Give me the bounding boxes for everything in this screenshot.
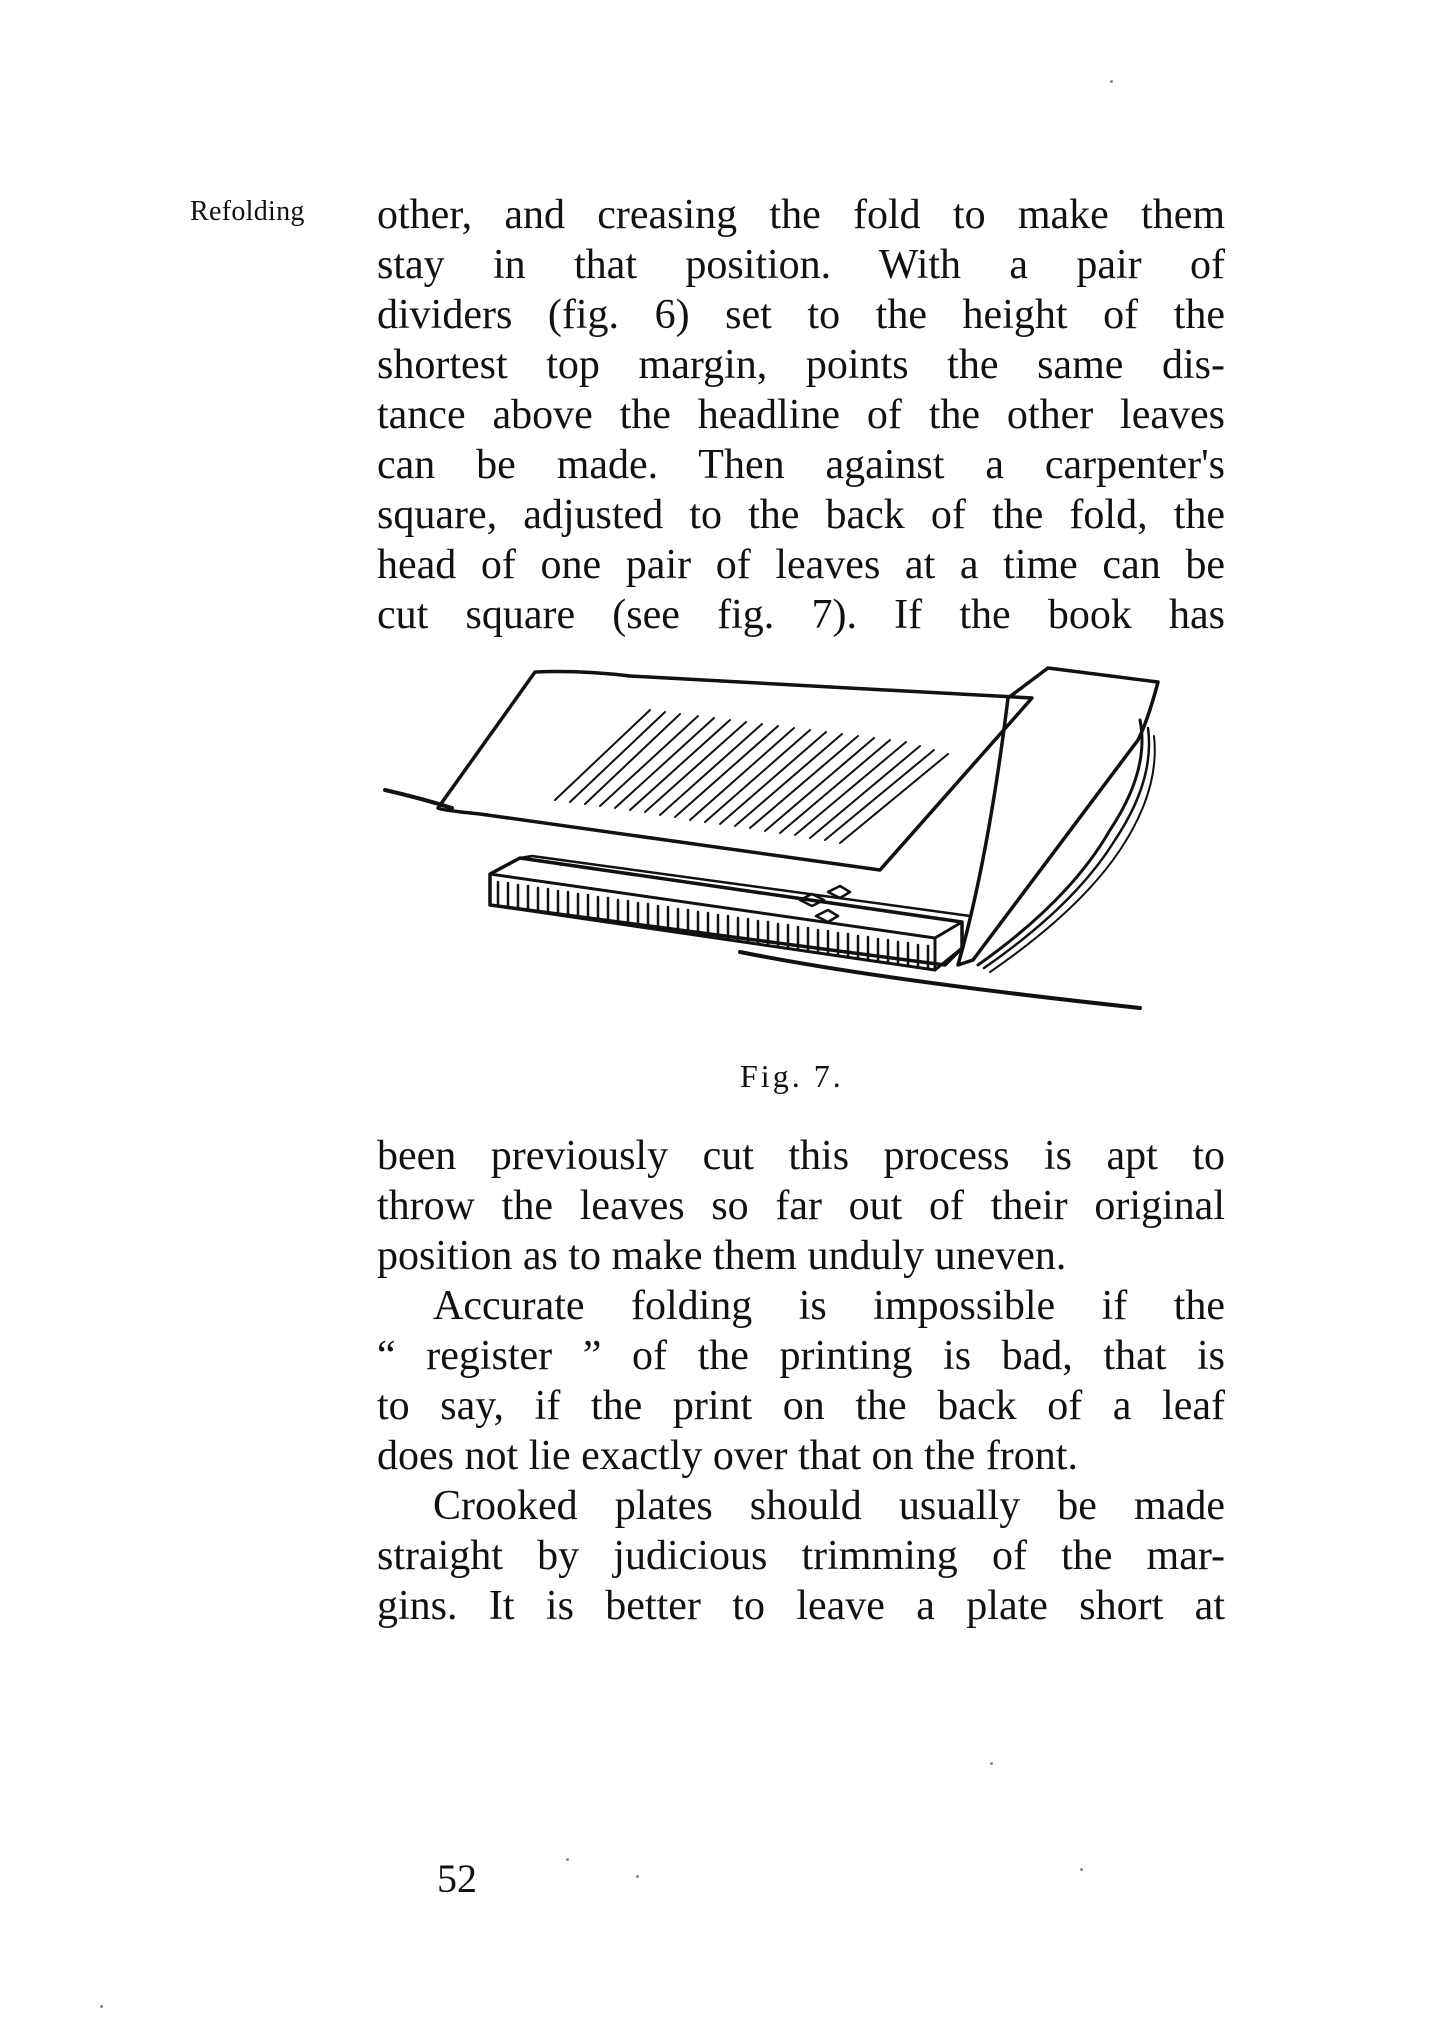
paragraph-top: [377, 190, 1225, 640]
paper-speck: [566, 1858, 569, 1861]
text-line: shortest top margin, points the same dis-: [377, 342, 1225, 388]
paper-speck: [1110, 80, 1113, 83]
text-line: can be made. Then against a carpenter's: [377, 442, 1225, 488]
text-line: Accurate folding is impossible if the: [433, 1283, 1225, 1329]
text-line: head of one pair of leaves at a time can be: [377, 542, 1225, 588]
paper-speck: [636, 1875, 639, 1878]
figure-7-illustration: [380, 660, 1160, 1060]
text-line: stay in that position. With a pair of: [377, 242, 1225, 288]
text-line: “ register ” of the printing is bad, that is: [377, 1333, 1225, 1379]
text-line: position as to make them unduly uneven.: [377, 1233, 1067, 1279]
paper-speck: [1080, 1868, 1083, 1871]
paragraph-bottom: [377, 1131, 1225, 1631]
paper-speck: [990, 1762, 993, 1765]
text-line: to say, if the print on the back of a leaf: [377, 1383, 1225, 1429]
text-line: been previously cut this process is apt to: [377, 1133, 1225, 1179]
margin-note: Refolding: [190, 196, 305, 227]
figure-caption: Fig. 7.: [740, 1058, 844, 1094]
text-line: dividers (fig. 6) set to the height of the: [377, 292, 1225, 338]
text-line: throw the leaves so far out of their original: [377, 1183, 1225, 1229]
paper-speck: [100, 2005, 103, 2008]
text-line: gins. It is better to leave a plate short at: [377, 1583, 1225, 1629]
text-line: tance above the headline of the other leaves: [377, 392, 1225, 438]
text-line: square, adjusted to the back of the fold, the: [377, 492, 1225, 538]
text-line: straight by judicious trimming of the mar-: [377, 1533, 1225, 1579]
text-line: other, and creasing the fold to make them: [377, 192, 1225, 238]
text-line: cut square (see fig. 7). If the book has: [377, 592, 1225, 638]
text-line: does not lie exactly over that on the front.: [377, 1433, 1078, 1479]
text-line: Crooked plates should usually be made: [433, 1483, 1225, 1529]
page-number: 52: [437, 1856, 477, 1901]
